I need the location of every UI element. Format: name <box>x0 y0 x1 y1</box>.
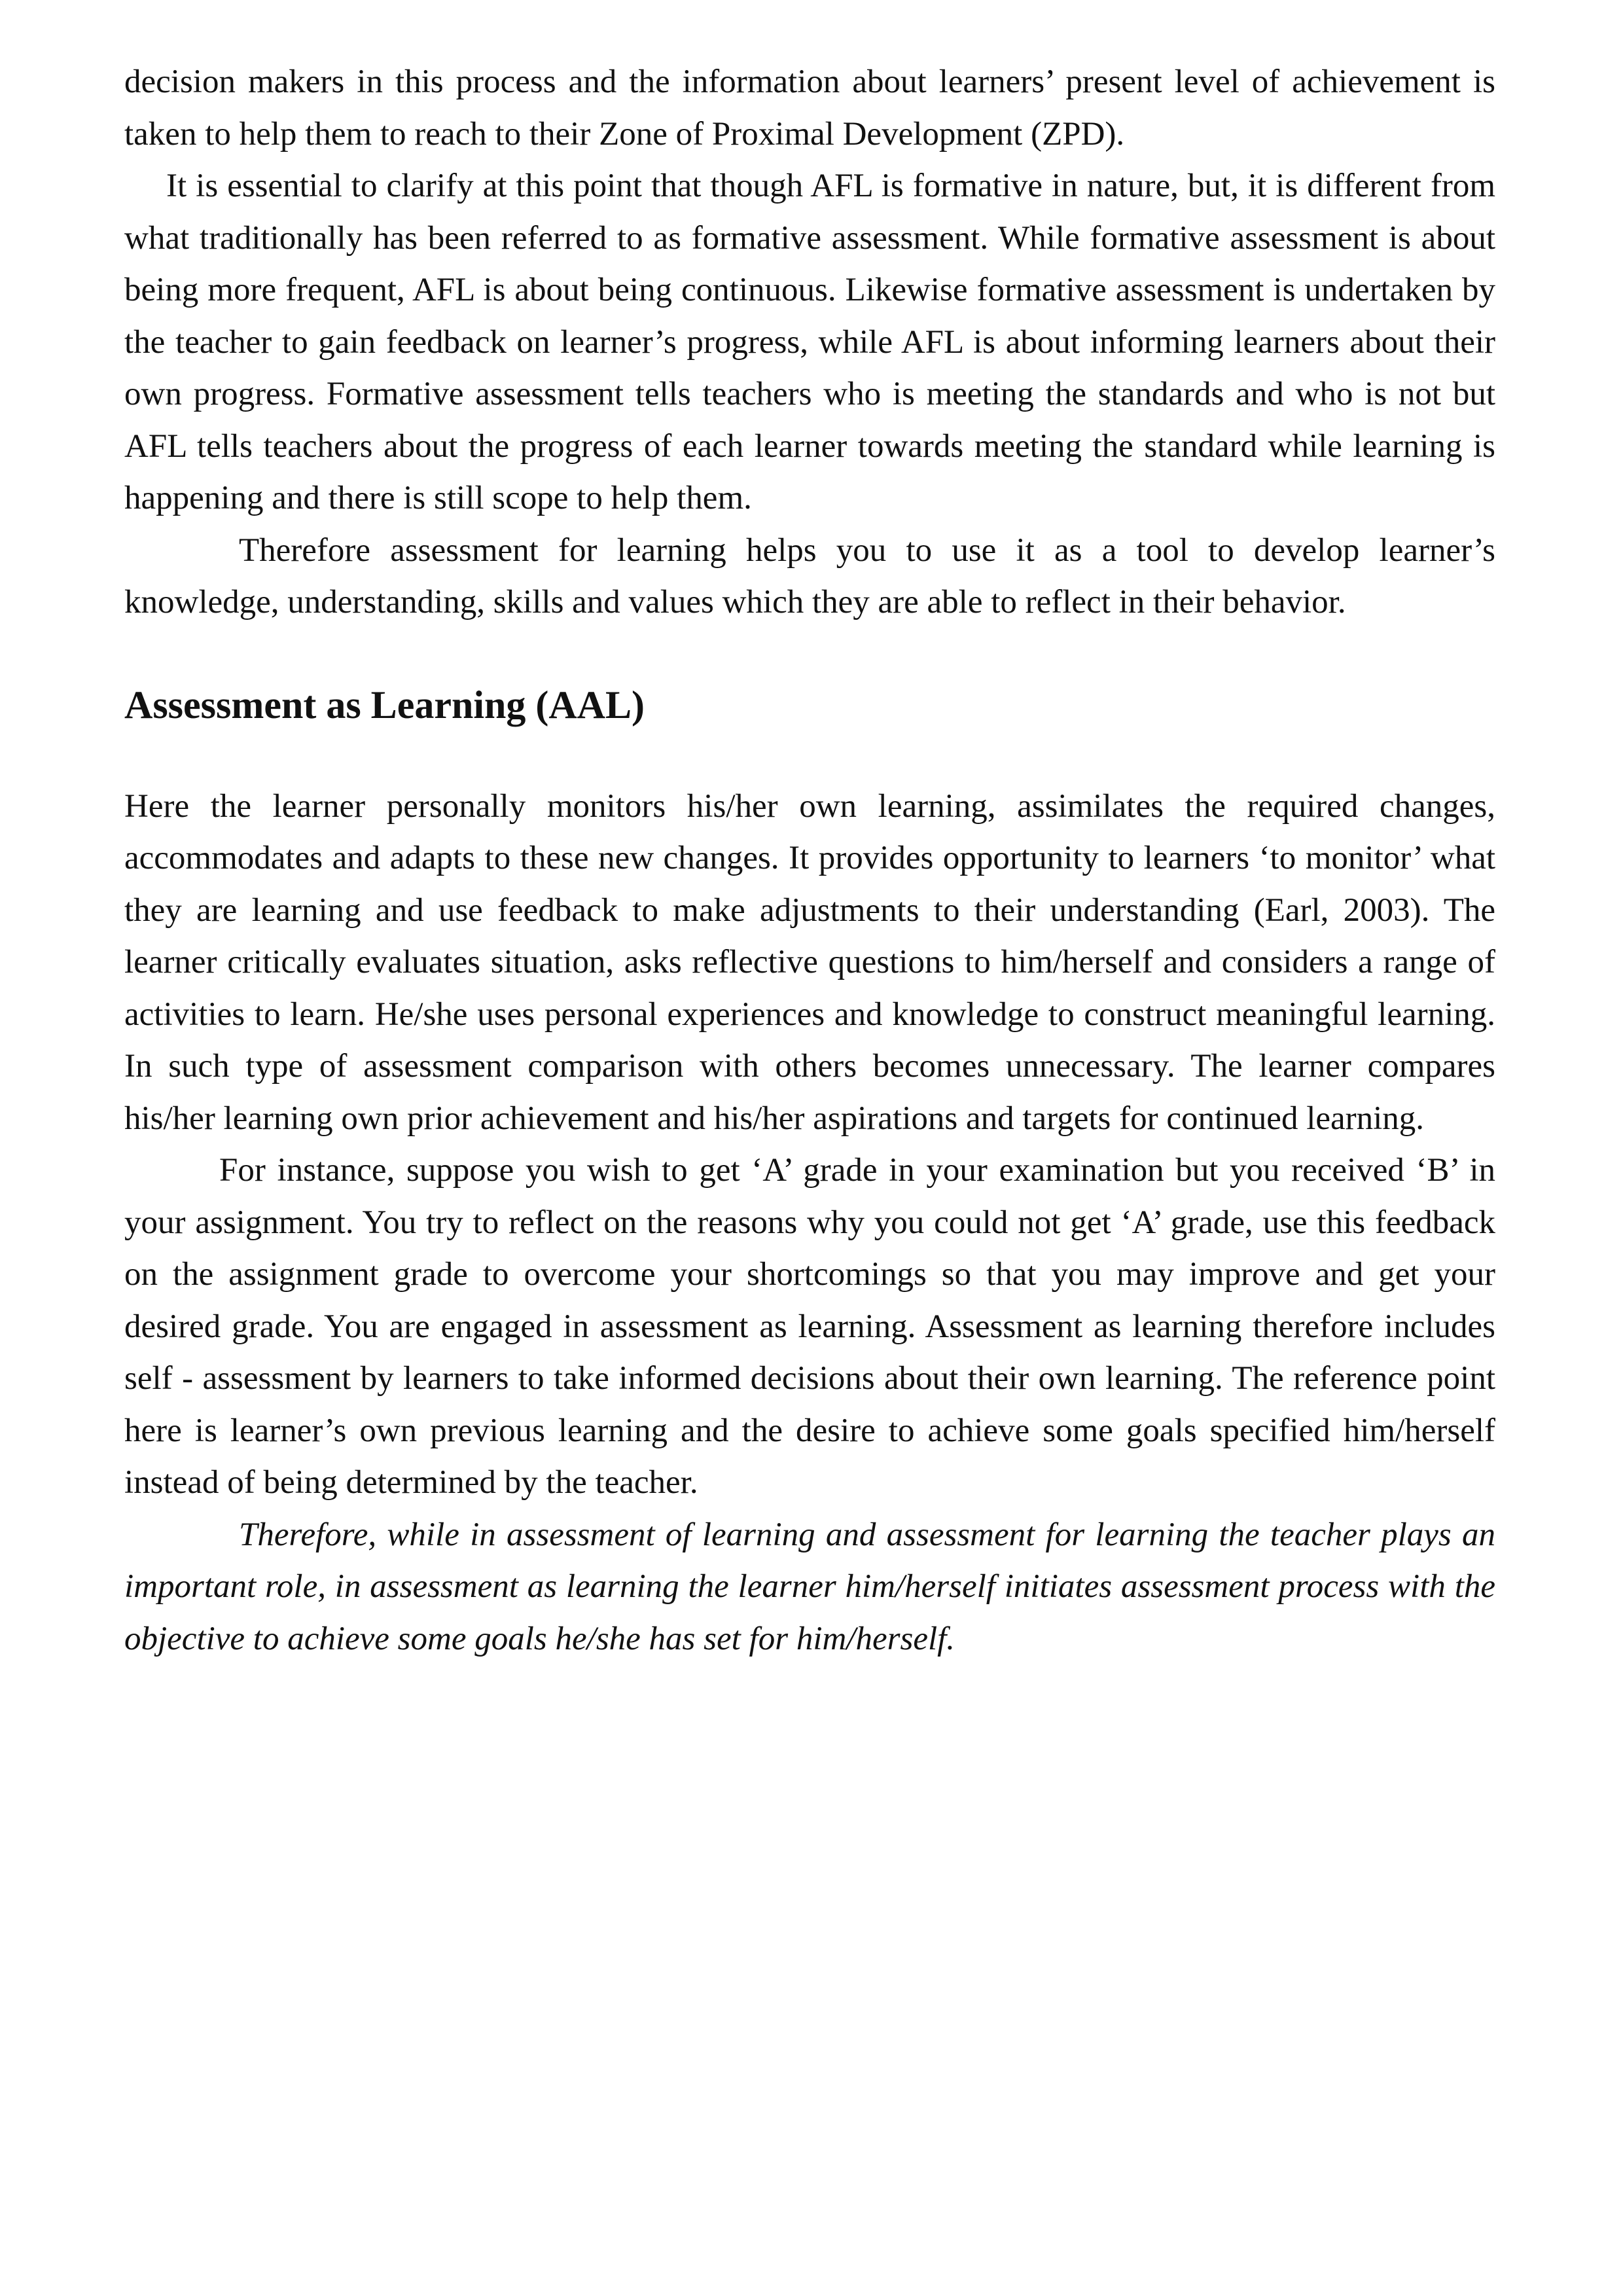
paragraph-continuation: decision makers in this process and the information about learners’ present level of achievement is taken to help them to reach to their Zone of Proximal Development (ZPD). <box>124 63 1495 152</box>
paragraph-afl-difference: It is essential to clarify at this point that though AFL is formative in nature, but, it is different from what traditionally has been referred to as formative assessment. While formative assessment is about being more frequent, AFL is about being continuous. Likewise formative assessment is undertaken by the teacher to gain feedback on learner’s progress, while AFL is about informing learners about their own progress. Formative assessment tells teachers who is meeting the standards and who is not but AFL tells teachers about the progress of each learner towards meeting the standard while learning is happening and there is still scope to help them. <box>124 168 1495 516</box>
document-page <box>124 56 1495 1665</box>
paragraph-aal-intro: Here the learner personally monitors his/her own learning, assimilates the required changes, accommodates and adapts to these new changes. It provides opportunity to learners ‘to monitor’ what they are learning and use feedback to make adjustments to their understanding (Earl, 2003). The learner critically evaluates situation, asks reflective questions to him/herself and considers a range of activities to learn. He/she uses personal experiences and knowledge to construct meaningful learning. In such type of assessment comparison with others becomes unnecessary. The learner compares his/her learning own prior achievement and his/her aspirations and targets for continued learning. <box>124 787 1495 1137</box>
paragraph-aal-conclusion: Therefore, while in assessment of learning and assessment for learning the teacher plays an important role, in assessment as learning the learner him/herself initiates assessment process with the objective to achieve some goals he/she has set for him/herself. <box>124 1516 1495 1657</box>
paragraph-aal-example: For instance, suppose you wish to get ‘A’ grade in your examination but you received ‘B’ in your assignment. You try to reflect on the reasons why you could not get ‘A’ grade, use this feedback on the assignment grade to overcome your shortcomings so that you may improve and get your desired grade. You are engaged in assessment as learning. Assessment as learning therefore includes self - assessment by learners to take informed decisions about their own learning. The reference point here is learner’s own previous learning and the desire to achieve some goals specified him/herself instead of being determined by the teacher. <box>124 1152 1495 1501</box>
paragraph-afl-conclusion: Therefore assessment for learning helps you to use it as a tool to develop learner’s knowledge, understanding, skills and values which they are able to reflect in their behavior. <box>124 531 1495 620</box>
section-heading-aal: Assessment as Learning (AAL) <box>124 683 645 726</box>
